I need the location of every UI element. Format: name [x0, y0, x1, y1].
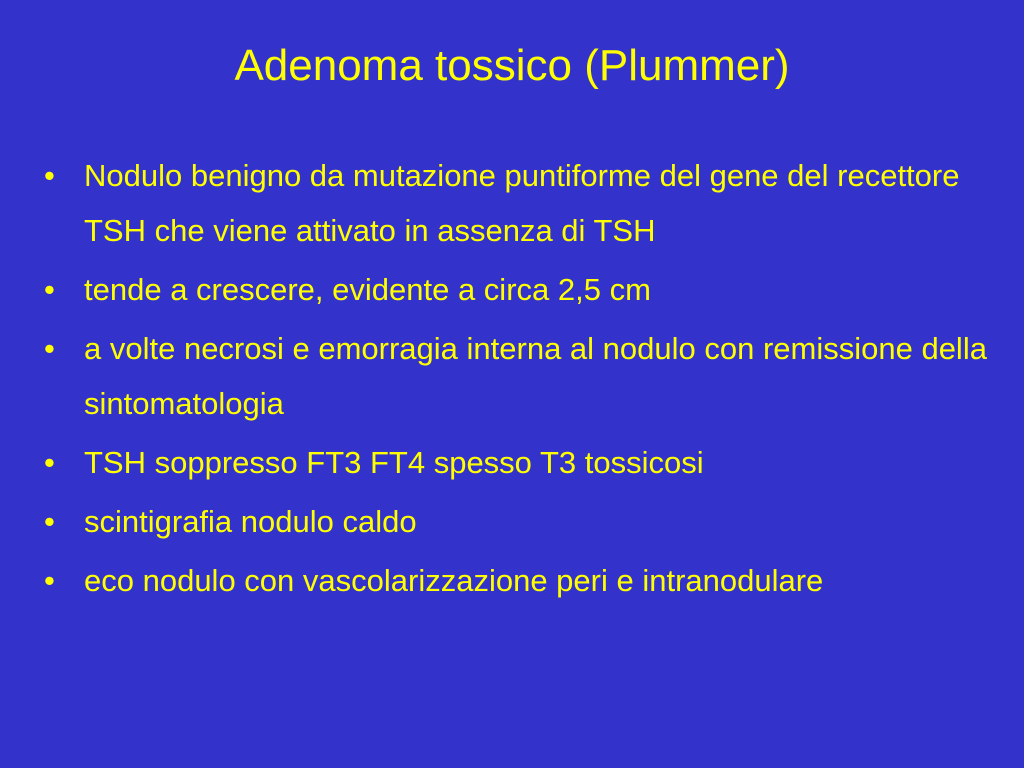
bullet-list: [44, 148, 994, 612]
bullet-text: tende a crescere, evidente a circa 2,5 cm: [84, 272, 651, 307]
bullet-marker: •: [44, 563, 55, 598]
bullet-text: a volte necrosi e emorragia interna al nodulo con remissione della sintomatologia: [84, 331, 987, 421]
list-item: [44, 435, 994, 490]
bullet-marker: •: [44, 504, 55, 539]
list-item: [44, 262, 994, 317]
list-item: [44, 148, 994, 258]
bullet-text: scintigrafia nodulo caldo: [84, 504, 417, 539]
bullet-text: TSH soppresso FT3 FT4 spesso T3 tossicosi: [84, 445, 704, 480]
bullet-marker: •: [44, 445, 55, 480]
bullet-marker: •: [44, 331, 55, 366]
bullet-text: Nodulo benigno da mutazione puntiforme del gene del recettore TSH che viene attivato in assenza di TSH: [84, 158, 960, 248]
slide-title: Adenoma tossico (Plummer): [234, 41, 790, 90]
list-item: [44, 553, 994, 608]
list-item: [44, 494, 994, 549]
bullet-text: eco nodulo con vascolarizzazione peri e intranodulare: [84, 563, 824, 598]
list-item: [44, 321, 994, 431]
bullet-marker: •: [44, 272, 55, 307]
bullet-marker: •: [44, 158, 55, 193]
